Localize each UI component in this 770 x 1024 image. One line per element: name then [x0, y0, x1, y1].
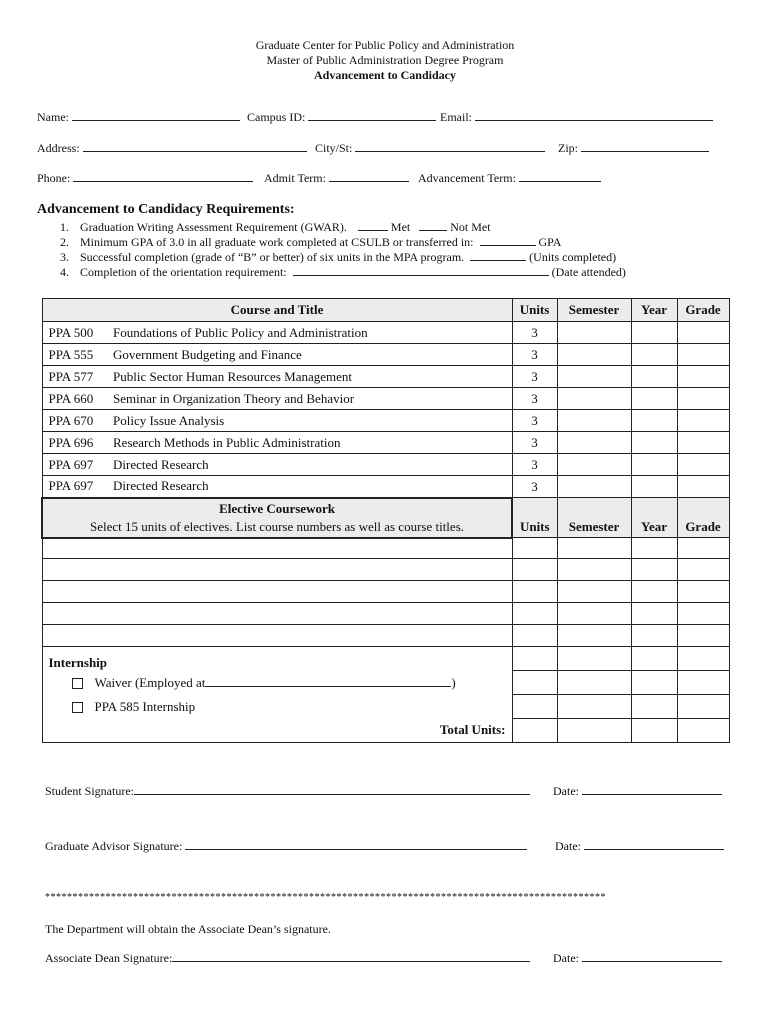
- semester-cell[interactable]: [557, 695, 631, 719]
- advancement-term-line[interactable]: [519, 171, 601, 182]
- name-field[interactable]: [37, 110, 240, 125]
- grade-cell[interactable]: [677, 581, 729, 603]
- req-text: Minimum GPA of 3.0 in all graduate work completed at CSULB or transferred in:: [80, 235, 474, 249]
- semester-cell[interactable]: [557, 388, 631, 410]
- admit-term-label: Admit Term:: [264, 171, 326, 185]
- address-line[interactable]: [83, 141, 307, 152]
- table-row: [42, 454, 729, 476]
- admit-term-field[interactable]: [264, 171, 409, 186]
- student-date-line[interactable]: [582, 784, 722, 795]
- semester-cell[interactable]: [557, 538, 631, 559]
- units-cell[interactable]: [512, 695, 557, 719]
- req-number: 3.: [60, 250, 69, 264]
- email-line[interactable]: [475, 110, 713, 121]
- total-units-label-cell: [42, 719, 512, 743]
- grade-cell[interactable]: [677, 538, 729, 559]
- elective-row[interactable]: [42, 581, 729, 603]
- phone-line[interactable]: [73, 171, 253, 182]
- requirement-3: [60, 250, 616, 265]
- semester-cell[interactable]: [557, 625, 631, 647]
- grade-cell[interactable]: [677, 719, 729, 743]
- course-title: Policy Issue Analysis: [113, 410, 512, 432]
- internship-row: [42, 647, 729, 671]
- year-cell[interactable]: [631, 410, 677, 432]
- year-header: Year: [631, 299, 677, 322]
- req-number: 1.: [60, 220, 69, 234]
- year-cell[interactable]: [631, 603, 677, 625]
- semester-cell[interactable]: [557, 410, 631, 432]
- student-signature-label: Student Signature:: [45, 784, 134, 798]
- elective-row[interactable]: [42, 538, 729, 559]
- course-title: Seminar in Organization Theory and Behavior: [113, 388, 512, 410]
- campus-id-line[interactable]: [308, 110, 436, 121]
- units-cell[interactable]: [512, 671, 557, 695]
- date-label: Date:: [553, 784, 579, 798]
- course-number: PPA 660: [42, 388, 113, 410]
- course-table-header: [42, 299, 729, 322]
- grade-cell[interactable]: [677, 625, 729, 647]
- employer-line[interactable]: [205, 676, 451, 687]
- internship-title: Internship: [48, 654, 108, 670]
- units-completed-label: (Units completed): [529, 250, 617, 264]
- req-text: Successful completion (grade of “B” or better) of six units in the MPA program.: [80, 250, 465, 264]
- zip-field[interactable]: [558, 141, 709, 156]
- elective-subtitle: Select 15 units of electives. List course numbers as well as course titles.: [89, 518, 465, 534]
- course-title: Directed Research: [113, 454, 512, 476]
- city-label: City/St:: [315, 141, 353, 155]
- semester-cell[interactable]: [557, 581, 631, 603]
- year-cell[interactable]: [631, 581, 677, 603]
- semester-cell[interactable]: [557, 366, 631, 388]
- address-label: Address:: [37, 141, 80, 155]
- elective-course-cell[interactable]: [42, 538, 512, 559]
- semester-cell[interactable]: [557, 671, 631, 695]
- elective-year-header: Year: [631, 498, 677, 538]
- campus-id-label: Campus ID:: [247, 110, 306, 124]
- waiver-option[interactable]: [42, 671, 512, 695]
- course-units: 3: [512, 454, 557, 476]
- elective-units-header: Units: [512, 498, 557, 538]
- grade-cell[interactable]: [677, 671, 729, 695]
- date-label: Date:: [553, 951, 579, 965]
- grade-cell[interactable]: [677, 454, 729, 476]
- year-cell[interactable]: [631, 432, 677, 454]
- req-number: 4.: [60, 265, 69, 279]
- course-units: 3: [512, 344, 557, 366]
- year-cell[interactable]: [631, 476, 677, 498]
- course-number: PPA 555: [42, 344, 113, 366]
- course-units: 3: [512, 432, 557, 454]
- advisor-date-line[interactable]: [584, 839, 724, 850]
- city-line[interactable]: [355, 141, 545, 152]
- total-units-cell[interactable]: [512, 719, 557, 743]
- course-title: Government Budgeting and Finance: [113, 344, 512, 366]
- advancement-term-field[interactable]: [418, 171, 601, 186]
- grade-cell[interactable]: [677, 432, 729, 454]
- email-field[interactable]: [440, 110, 713, 125]
- course-title: Directed Research: [113, 476, 512, 498]
- course-units: 3: [512, 388, 557, 410]
- course-title: Public Sector Human Resources Management: [113, 366, 512, 388]
- student-signature-line[interactable]: [134, 784, 530, 795]
- grade-header: Grade: [677, 299, 729, 322]
- student-signature[interactable]: [45, 784, 530, 799]
- units-cell[interactable]: [512, 538, 557, 559]
- year-cell[interactable]: [631, 454, 677, 476]
- grade-cell[interactable]: [677, 559, 729, 581]
- table-row: [42, 366, 729, 388]
- waiver-label: Waiver (Employed at: [94, 674, 206, 690]
- course-units: 3: [512, 410, 557, 432]
- course-number: PPA 697: [42, 476, 113, 498]
- table-row: [42, 344, 729, 366]
- internship-checkbox[interactable]: [72, 702, 83, 713]
- semester-cell[interactable]: [557, 603, 631, 625]
- advisor-signature-line[interactable]: [185, 839, 527, 850]
- table-row: [42, 432, 729, 454]
- gwar-not-met-label: Not Met: [450, 220, 491, 234]
- semester-cell[interactable]: [557, 344, 631, 366]
- elective-row[interactable]: [42, 559, 729, 581]
- year-cell[interactable]: [631, 538, 677, 559]
- course-number: PPA 577: [42, 366, 113, 388]
- phone-field[interactable]: [37, 171, 253, 186]
- requirement-2: [60, 235, 561, 250]
- elective-row[interactable]: [42, 603, 729, 625]
- year-cell[interactable]: [631, 388, 677, 410]
- total-row: [42, 719, 729, 743]
- course-number: PPA 670: [42, 410, 113, 432]
- semester-cell[interactable]: [557, 454, 631, 476]
- units-header: Units: [512, 299, 557, 322]
- internship-title-cell: [42, 647, 512, 671]
- elective-course-cell[interactable]: [42, 559, 512, 581]
- units-completed-line[interactable]: [470, 250, 526, 261]
- grade-cell[interactable]: [677, 366, 729, 388]
- year-cell[interactable]: [631, 647, 677, 671]
- elective-course-cell[interactable]: [42, 581, 512, 603]
- date-label: Date:: [555, 839, 581, 853]
- internship-option[interactable]: [42, 695, 512, 719]
- semester-cell[interactable]: [557, 476, 631, 498]
- year-cell[interactable]: [631, 625, 677, 647]
- address-field[interactable]: [37, 141, 307, 156]
- email-label: Email:: [440, 110, 472, 124]
- advancement-term-label: Advancement Term:: [418, 171, 516, 185]
- units-cell[interactable]: [512, 581, 557, 603]
- elective-course-cell[interactable]: [42, 603, 512, 625]
- semester-cell[interactable]: [557, 647, 631, 671]
- semester-cell[interactable]: [557, 559, 631, 581]
- course-units: 3: [512, 366, 557, 388]
- units-cell[interactable]: [512, 559, 557, 581]
- grade-cell[interactable]: [677, 695, 729, 719]
- dean-date[interactable]: [553, 951, 722, 966]
- header-line-1: Graduate Center for Public Policy and Administration: [255, 38, 515, 52]
- header-line-2: Master of Public Administration Degree Program: [266, 53, 504, 67]
- advisor-signature[interactable]: [45, 839, 527, 854]
- req-text: Graduation Writing Assessment Requirement (GWAR).: [80, 220, 347, 234]
- grade-cell[interactable]: [677, 322, 729, 344]
- req-text: Completion of the orientation requirement:: [80, 265, 287, 279]
- gwar-met-line[interactable]: [358, 220, 388, 231]
- units-cell[interactable]: [512, 625, 557, 647]
- total-units-label: Total Units:: [439, 722, 506, 738]
- page-title: Advancement to Candidacy: [313, 68, 456, 82]
- grade-cell[interactable]: [677, 603, 729, 625]
- phone-label: Phone:: [37, 171, 71, 185]
- internship-label: PPA 585 Internship: [94, 698, 196, 714]
- course-number: PPA 697: [42, 454, 113, 476]
- table-row: [42, 322, 729, 344]
- units-cell[interactable]: [512, 647, 557, 671]
- year-cell[interactable]: [631, 671, 677, 695]
- gwar-met-label: Met: [390, 220, 411, 234]
- internship-row: [42, 695, 729, 719]
- year-cell[interactable]: [631, 695, 677, 719]
- grade-cell[interactable]: [677, 344, 729, 366]
- year-cell[interactable]: [631, 719, 677, 743]
- course-title: Foundations of Public Policy and Administration: [113, 322, 512, 344]
- year-cell[interactable]: [631, 322, 677, 344]
- elective-grade-header: Grade: [677, 498, 729, 538]
- semester-header: Semester: [557, 299, 631, 322]
- zip-line[interactable]: [581, 141, 709, 152]
- elective-semester-header: Semester: [557, 498, 631, 538]
- grade-cell[interactable]: [677, 388, 729, 410]
- course-units: 3: [512, 322, 557, 344]
- city-field[interactable]: [315, 141, 545, 156]
- gpa-label: GPA: [538, 235, 562, 249]
- student-date[interactable]: [553, 784, 722, 799]
- semester-cell[interactable]: [557, 719, 631, 743]
- gwar-not-met-line[interactable]: [419, 220, 447, 231]
- grade-cell[interactable]: [677, 476, 729, 498]
- orientation-date-line[interactable]: [293, 265, 549, 276]
- course-units: 3: [512, 476, 557, 498]
- dean-date-line[interactable]: [582, 951, 722, 962]
- requirement-1: [60, 220, 491, 235]
- elective-row[interactable]: [42, 625, 729, 647]
- dean-signature[interactable]: [45, 951, 530, 966]
- waiver-close: ): [451, 674, 456, 690]
- dean-signature-line[interactable]: [172, 951, 530, 962]
- requirement-4: [60, 265, 626, 280]
- course-number: PPA 696: [42, 432, 113, 454]
- table-row: [42, 410, 729, 432]
- waiver-checkbox[interactable]: [72, 678, 83, 689]
- year-cell[interactable]: [631, 559, 677, 581]
- dean-signature-label: Associate Dean Signature:: [45, 951, 173, 965]
- date-attended-label: (Date attended): [551, 265, 626, 279]
- year-cell[interactable]: [631, 344, 677, 366]
- name-line[interactable]: [72, 110, 240, 121]
- course-title-header: Course and Title: [42, 299, 512, 322]
- grade-cell[interactable]: [677, 647, 729, 671]
- elective-title: Elective Coursework: [219, 500, 335, 516]
- advisor-date[interactable]: [555, 839, 724, 854]
- requirements-title: Advancement to Candidacy Requirements:: [37, 202, 295, 217]
- grade-cell[interactable]: [677, 410, 729, 432]
- elective-title-cell: [42, 498, 512, 538]
- course-table: [41, 298, 730, 743]
- table-row: [42, 388, 729, 410]
- campus-id-field[interactable]: [247, 110, 436, 125]
- internship-row: [42, 671, 729, 695]
- department-note: The Department will obtain the Associate Dean’s signature.: [45, 922, 331, 936]
- semester-cell[interactable]: [557, 432, 631, 454]
- gpa-line[interactable]: [480, 235, 536, 246]
- zip-label: Zip:: [558, 141, 578, 155]
- advisor-signature-label: Graduate Advisor Signature:: [45, 839, 183, 853]
- name-label: Name:: [37, 110, 69, 124]
- course-number: PPA 500: [42, 322, 113, 344]
- semester-cell[interactable]: [557, 322, 631, 344]
- req-number: 2.: [60, 235, 69, 249]
- course-title: Research Methods in Public Administration: [113, 432, 512, 454]
- elective-header: [42, 498, 729, 538]
- table-row: [42, 476, 729, 498]
- units-cell[interactable]: [512, 603, 557, 625]
- year-cell[interactable]: [631, 366, 677, 388]
- divider-stars: ******************************************************************************************************: [45, 892, 606, 903]
- elective-course-cell[interactable]: [42, 625, 512, 647]
- admit-term-line[interactable]: [329, 171, 409, 182]
